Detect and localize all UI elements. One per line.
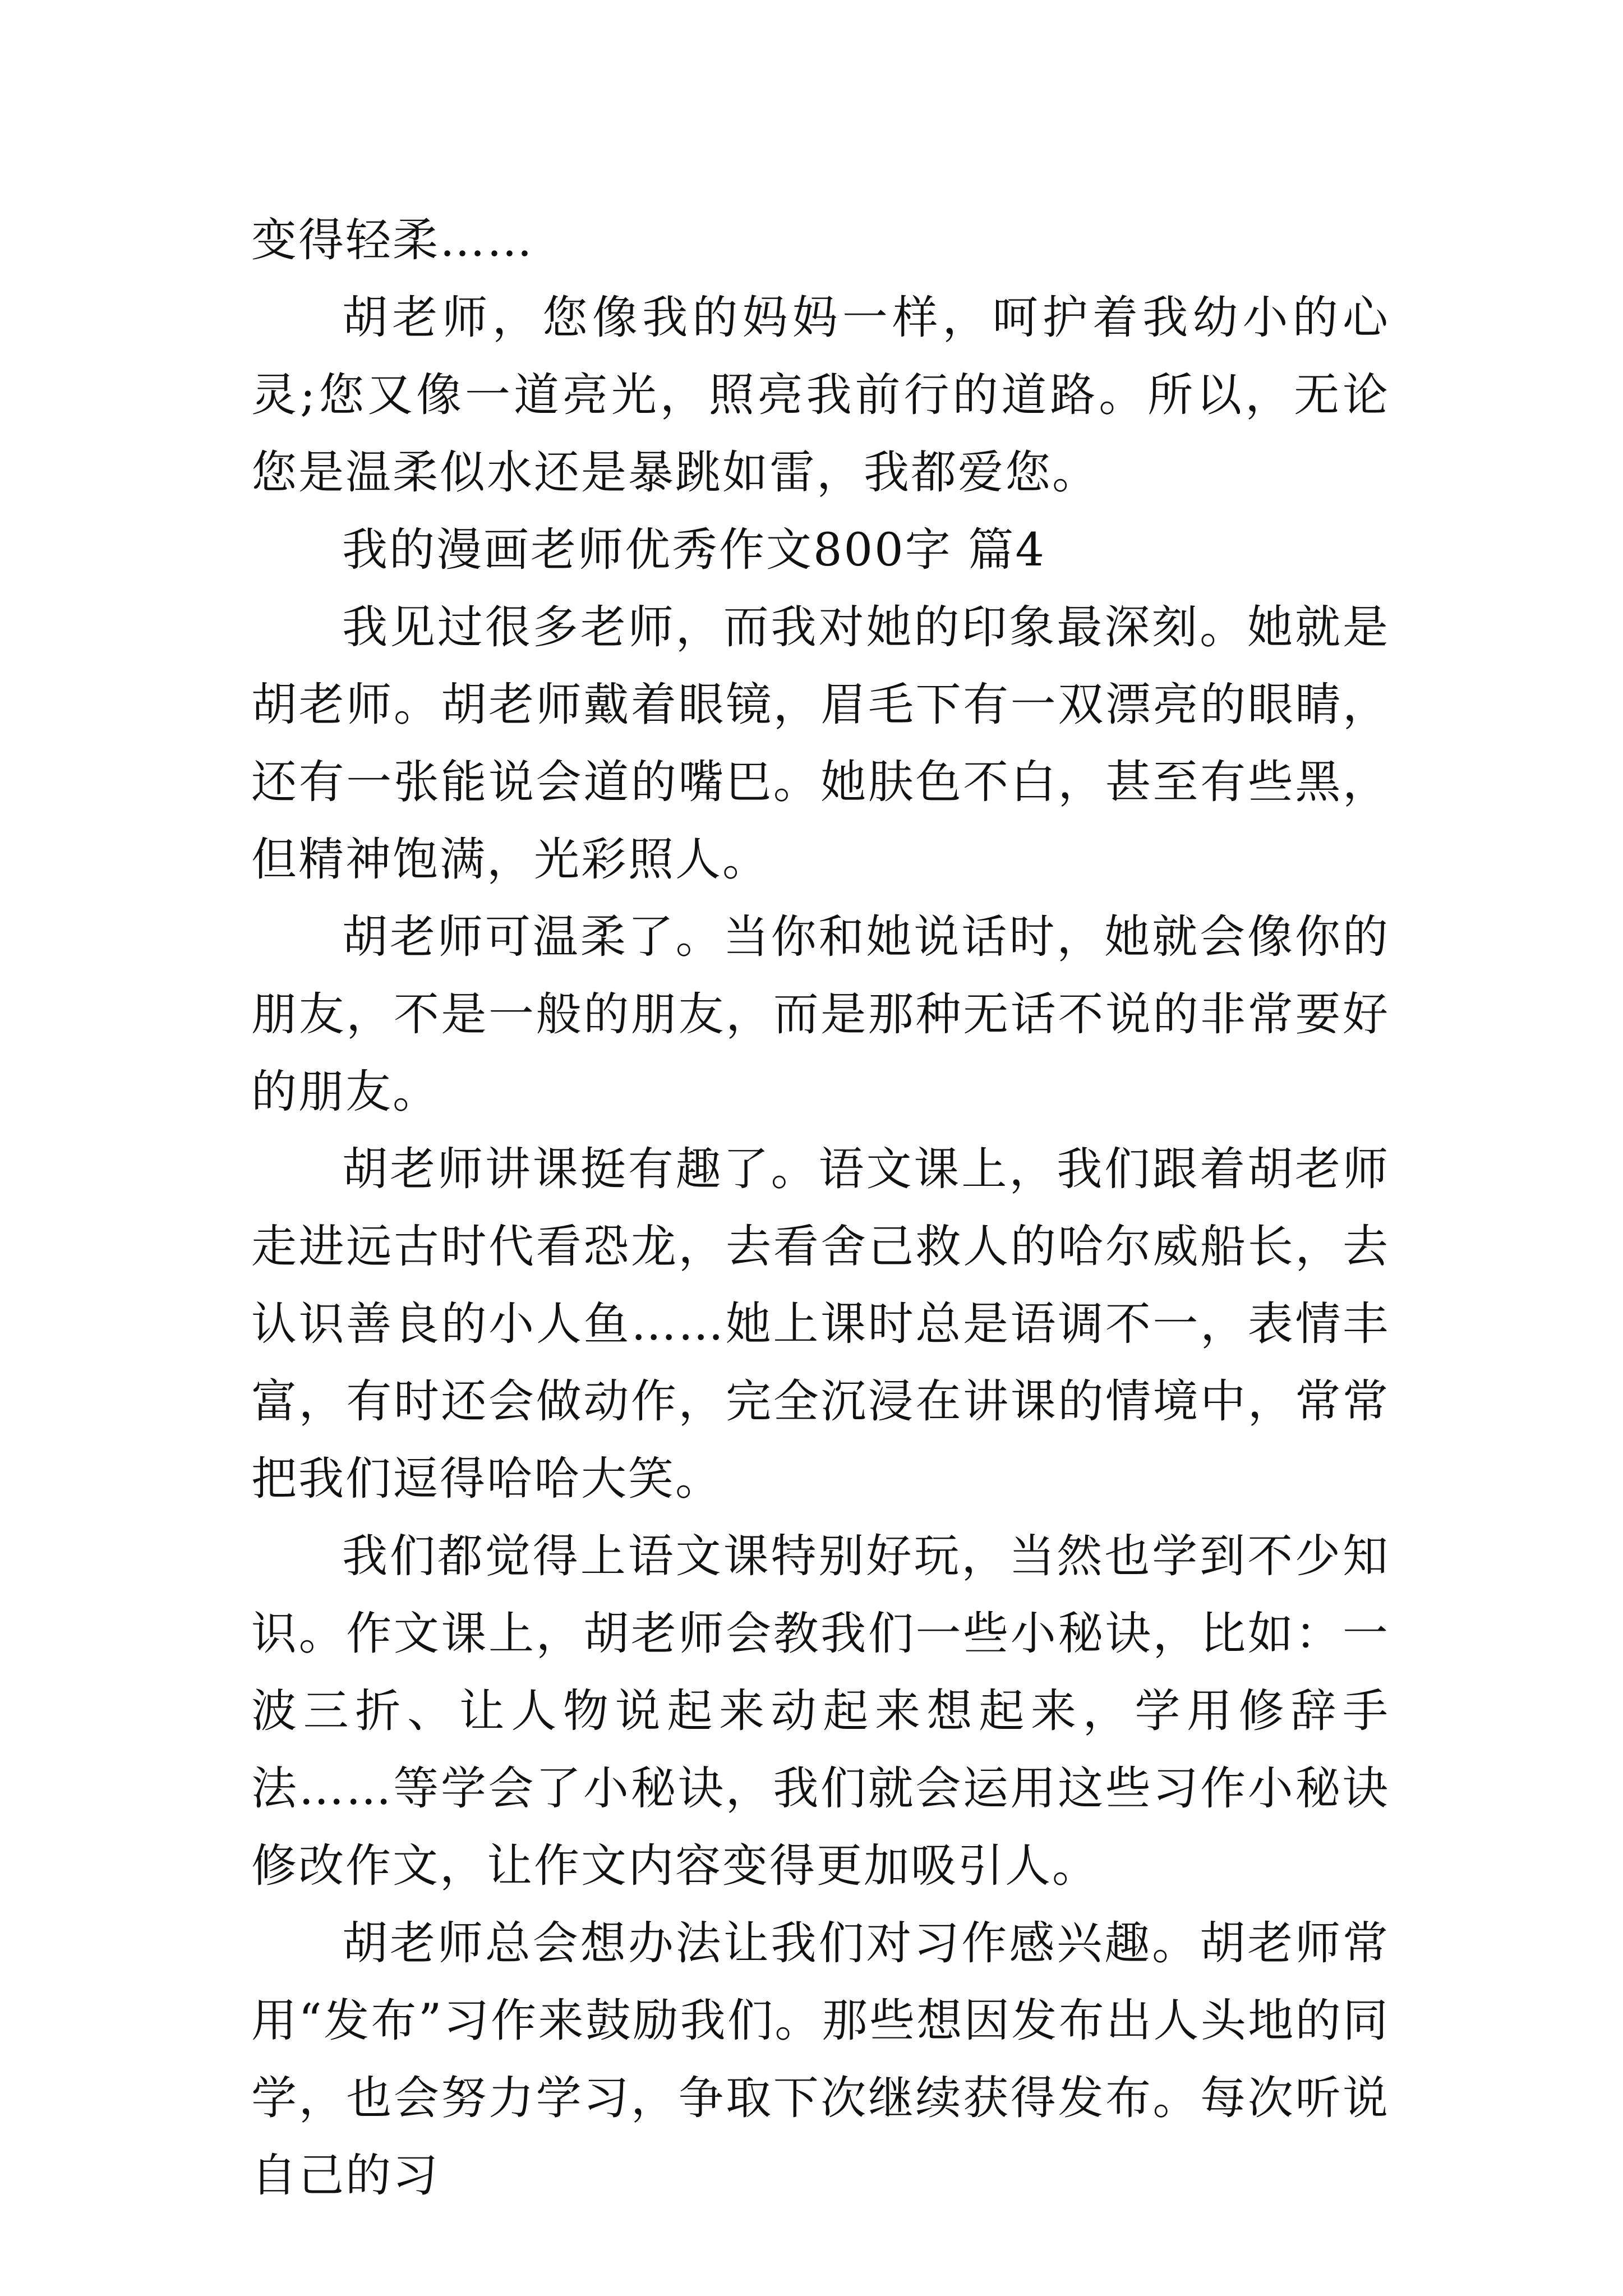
section-heading: 我的漫画老师优秀作文800字 篇4	[342, 524, 1046, 577]
paragraph-gentle: 胡老师可温柔了。当你和她说话时，她就会像你的朋友，不是一般的朋友，而是那种无话不说的非常要好的朋友。	[251, 911, 1390, 1119]
paragraph-continuation: 变得轻柔……	[251, 214, 534, 267]
paragraph-dedication: 胡老师，您像我的妈妈一样，呵护着我幼小的心灵;您又像一道亮光，照亮我前行的道路。所以，无论您是温柔似水还是暴跳如雷，我都爱您。	[251, 292, 1390, 499]
paragraph-publishing: 胡老师总会想办法让我们对习作感兴趣。胡老师常用“发布”习作来鼓励我们。那些想因发布出人头地的同学，也会努力学习，争取下次继续获得发布。每次听说自己的习	[251, 1917, 1390, 2202]
paragraph-lessons: 胡老师讲课挺有趣了。语文课上，我们跟着胡老师走进远古时代看恐龙，去看舍己救人的哈尔威船长，去认识善良的小人鱼……她上课时总是语调不一，表情丰富，有时还会做动作，完全沉浸在讲课的情境中，常常把我们逗得哈哈大笑。	[251, 1143, 1390, 1506]
article-body	[251, 202, 1390, 2215]
paragraph-intro: 我见过很多老师，而我对她的印象最深刻。她就是胡老师。胡老师戴着眼镜，眉毛下有一双漂亮的眼睛，还有一张能说会道的嘴巴。她肤色不白，甚至有些黑，但精神饱满，光彩照人。	[251, 601, 1390, 886]
paragraph-composition: 我们都觉得上语文课特别好玩，当然也学到不少知识。作文课上，胡老师会教我们一些小秘诀，比如：一波三折、让人物说起来动起来想起来，学用修辞手法……等学会了小秘诀，我们就会运用这些习作小秘诀修改作文，让作文内容变得更加吸引人。	[251, 1530, 1390, 1893]
